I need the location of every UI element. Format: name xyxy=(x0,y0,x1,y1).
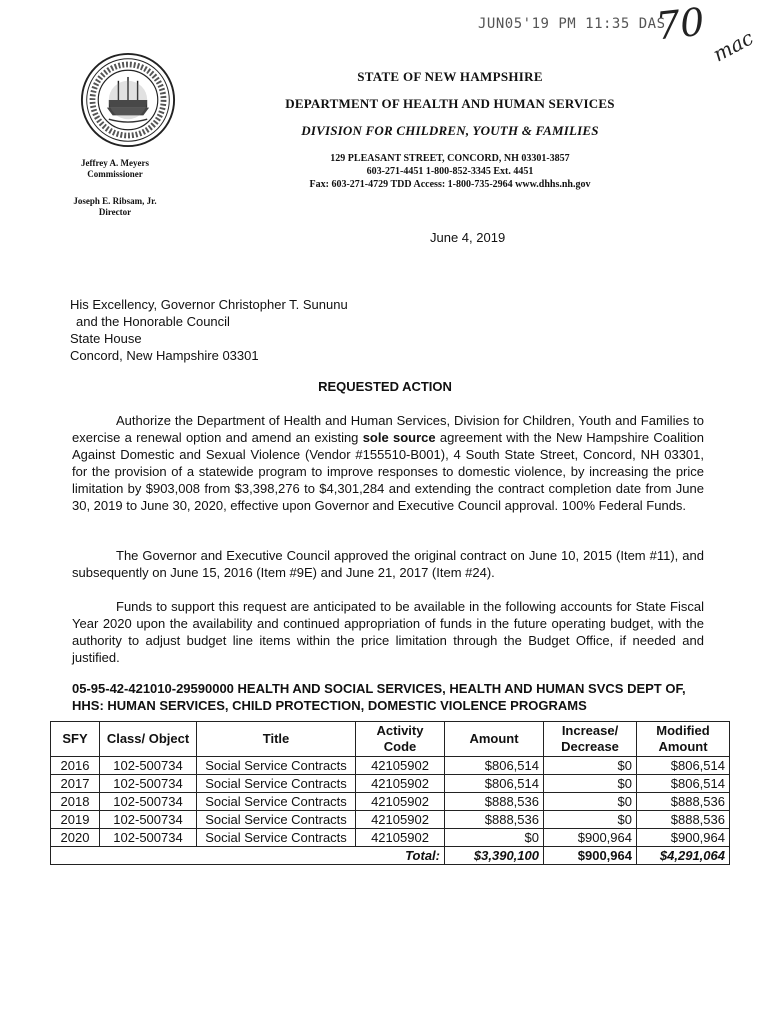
director-name: Joseph E. Ribsam, Jr. xyxy=(73,196,157,206)
cell-sfy: 2020 xyxy=(51,829,100,847)
cell-modified-amount: $888,536 xyxy=(637,811,730,829)
table-row xyxy=(51,829,730,847)
paragraph-funding: Funds to support this request are anticipated to be available in the following accounts for State Fiscal Year 2020 upon the availability and continued appropriation of funds in the future operating budget, with the authority to adjust budget line items within the price limitation through the Budget Office, if needed and justified. xyxy=(72,599,704,665)
table-row xyxy=(51,775,730,793)
cell-title: Social Service Contracts xyxy=(197,829,356,847)
cell-sfy: 2018 xyxy=(51,793,100,811)
cell-amount: $0 xyxy=(445,829,544,847)
cell-amount: $806,514 xyxy=(445,757,544,775)
total-label: Total: xyxy=(51,847,445,865)
letter-date: June 4, 2019 xyxy=(430,230,506,245)
letterhead-division: DIVISION FOR CHILDREN, YOUTH & FAMILIES xyxy=(301,123,599,138)
cell-increase-decrease: $0 xyxy=(544,757,637,775)
cell-class-object: 102-500734 xyxy=(100,829,197,847)
cell-class-object: 102-500734 xyxy=(100,811,197,829)
handwritten-item-number: 70 xyxy=(653,0,707,49)
letterhead-state: STATE OF NEW HAMPSHIRE xyxy=(357,69,543,84)
cell-title: Social Service Contracts xyxy=(197,811,356,829)
cell-modified-amount: $806,514 xyxy=(637,757,730,775)
cell-increase-decrease: $0 xyxy=(544,793,637,811)
cell-sfy: 2016 xyxy=(51,757,100,775)
cell-sfy: 2019 xyxy=(51,811,100,829)
cell-class-object: 102-500734 xyxy=(100,775,197,793)
paragraph-requested-action xyxy=(72,412,704,514)
table-row xyxy=(51,811,730,829)
commissioner-title: Commissioner xyxy=(87,169,143,179)
section-title: REQUESTED ACTION xyxy=(318,379,452,394)
handwritten-initials: mac xyxy=(708,25,758,67)
account-heading: 05-95-42-421010-29590000 HEALTH AND SOCIAL SERVICES, HEALTH AND HUMAN SVCS DEPT OF, HHS: HUMAN SERVICES, CHILD PROTECTION, DOMESTIC VIOLENCE PROGRAMS xyxy=(72,681,686,713)
cell-title: Social Service Contracts xyxy=(197,757,356,775)
cell-modified-amount: $900,964 xyxy=(637,829,730,847)
col-title: Title xyxy=(197,722,356,757)
total-amount: $3,390,100 xyxy=(445,847,544,865)
cell-title: Social Service Contracts xyxy=(197,793,356,811)
total-increase-decrease: $900,964 xyxy=(544,847,637,865)
paragraph-text: agreement with the New Hampshire Coalition Against Domestic and Sexual Violence (Vendor #155510-B001), 4 South State Street, Concord, NH 03301, for the provision of a statewide program to improve responses to domestic violence, by increasing the price limitation by $903,008 from $3,398,276 to $4,301,284 and extending the contract completion date from June 30, 2019 to June 30, 2020, effective upon Governor and Executive Council approval. 100% Federal Funds. xyxy=(72,430,704,513)
col-class-object: Class/ Object xyxy=(100,722,197,757)
col-sfy: SFY xyxy=(51,722,100,757)
recipient-line: His Excellency, Governor Christopher T. Sununu xyxy=(70,297,348,312)
paragraph-bold-text: sole source xyxy=(362,430,436,445)
recipient-line: State House xyxy=(70,331,142,346)
table-total-row xyxy=(51,847,730,865)
cell-class-object: 102-500734 xyxy=(100,757,197,775)
cell-activity-code: 42105902 xyxy=(356,757,445,775)
letterhead-fax: Fax: 603-271-4729 TDD Access: 1-800-735-2964 www.dhhs.nh.gov xyxy=(309,179,591,190)
cell-class-object: 102-500734 xyxy=(100,793,197,811)
table-row xyxy=(51,757,730,775)
cell-amount: $888,536 xyxy=(445,793,544,811)
cell-amount: $806,514 xyxy=(445,775,544,793)
funding-table xyxy=(50,721,730,865)
total-modified-amount: $4,291,064 xyxy=(637,847,730,865)
commissioner-name: Jeffrey A. Meyers xyxy=(80,158,150,168)
cell-sfy: 2017 xyxy=(51,775,100,793)
cell-activity-code: 42105902 xyxy=(356,811,445,829)
received-stamp: JUN05'19 PM 11:35 DAS xyxy=(478,16,666,32)
table-row xyxy=(51,793,730,811)
paragraph-approval-history: The Governor and Executive Council approved the original contract on June 10, 2015 (Item #11), and subsequently on June 15, 2016 (Item #9E) and June 21, 2017 (Item #24). xyxy=(72,548,704,580)
col-modified-amount: Modified Amount xyxy=(637,722,730,757)
recipient-line: and the Honorable Council xyxy=(76,314,230,329)
cell-amount: $888,536 xyxy=(445,811,544,829)
cell-activity-code: 42105902 xyxy=(356,829,445,847)
cell-modified-amount: $888,536 xyxy=(637,793,730,811)
col-amount: Amount xyxy=(445,722,544,757)
cell-increase-decrease: $900,964 xyxy=(544,829,637,847)
director-title: Director xyxy=(98,207,132,217)
table-header-row xyxy=(51,722,730,757)
cell-modified-amount: $806,514 xyxy=(637,775,730,793)
letterhead-phone: 603-271-4451 1-800-852-3345 Ext. 4451 xyxy=(366,166,534,177)
cell-increase-decrease: $0 xyxy=(544,811,637,829)
cell-activity-code: 42105902 xyxy=(356,775,445,793)
paragraph-text: Authorize the Department of Health and Human Services, Division for Children, Youth and Families to exercise a renewal option and amend an existing xyxy=(72,413,704,445)
col-activity-code: Activity Code xyxy=(356,722,445,757)
cell-increase-decrease: $0 xyxy=(544,775,637,793)
state-seal-icon xyxy=(80,52,176,148)
letterhead-department: DEPARTMENT OF HEALTH AND HUMAN SERVICES xyxy=(285,96,615,111)
letterhead-address: 129 PLEASANT STREET, CONCORD, NH 03301-3857 xyxy=(330,153,570,164)
cell-title: Social Service Contracts xyxy=(197,775,356,793)
recipient-line: Concord, New Hampshire 03301 xyxy=(70,348,259,363)
col-increase-decrease: Increase/ Decrease xyxy=(544,722,637,757)
cell-activity-code: 42105902 xyxy=(356,793,445,811)
recipient-block xyxy=(70,296,348,364)
